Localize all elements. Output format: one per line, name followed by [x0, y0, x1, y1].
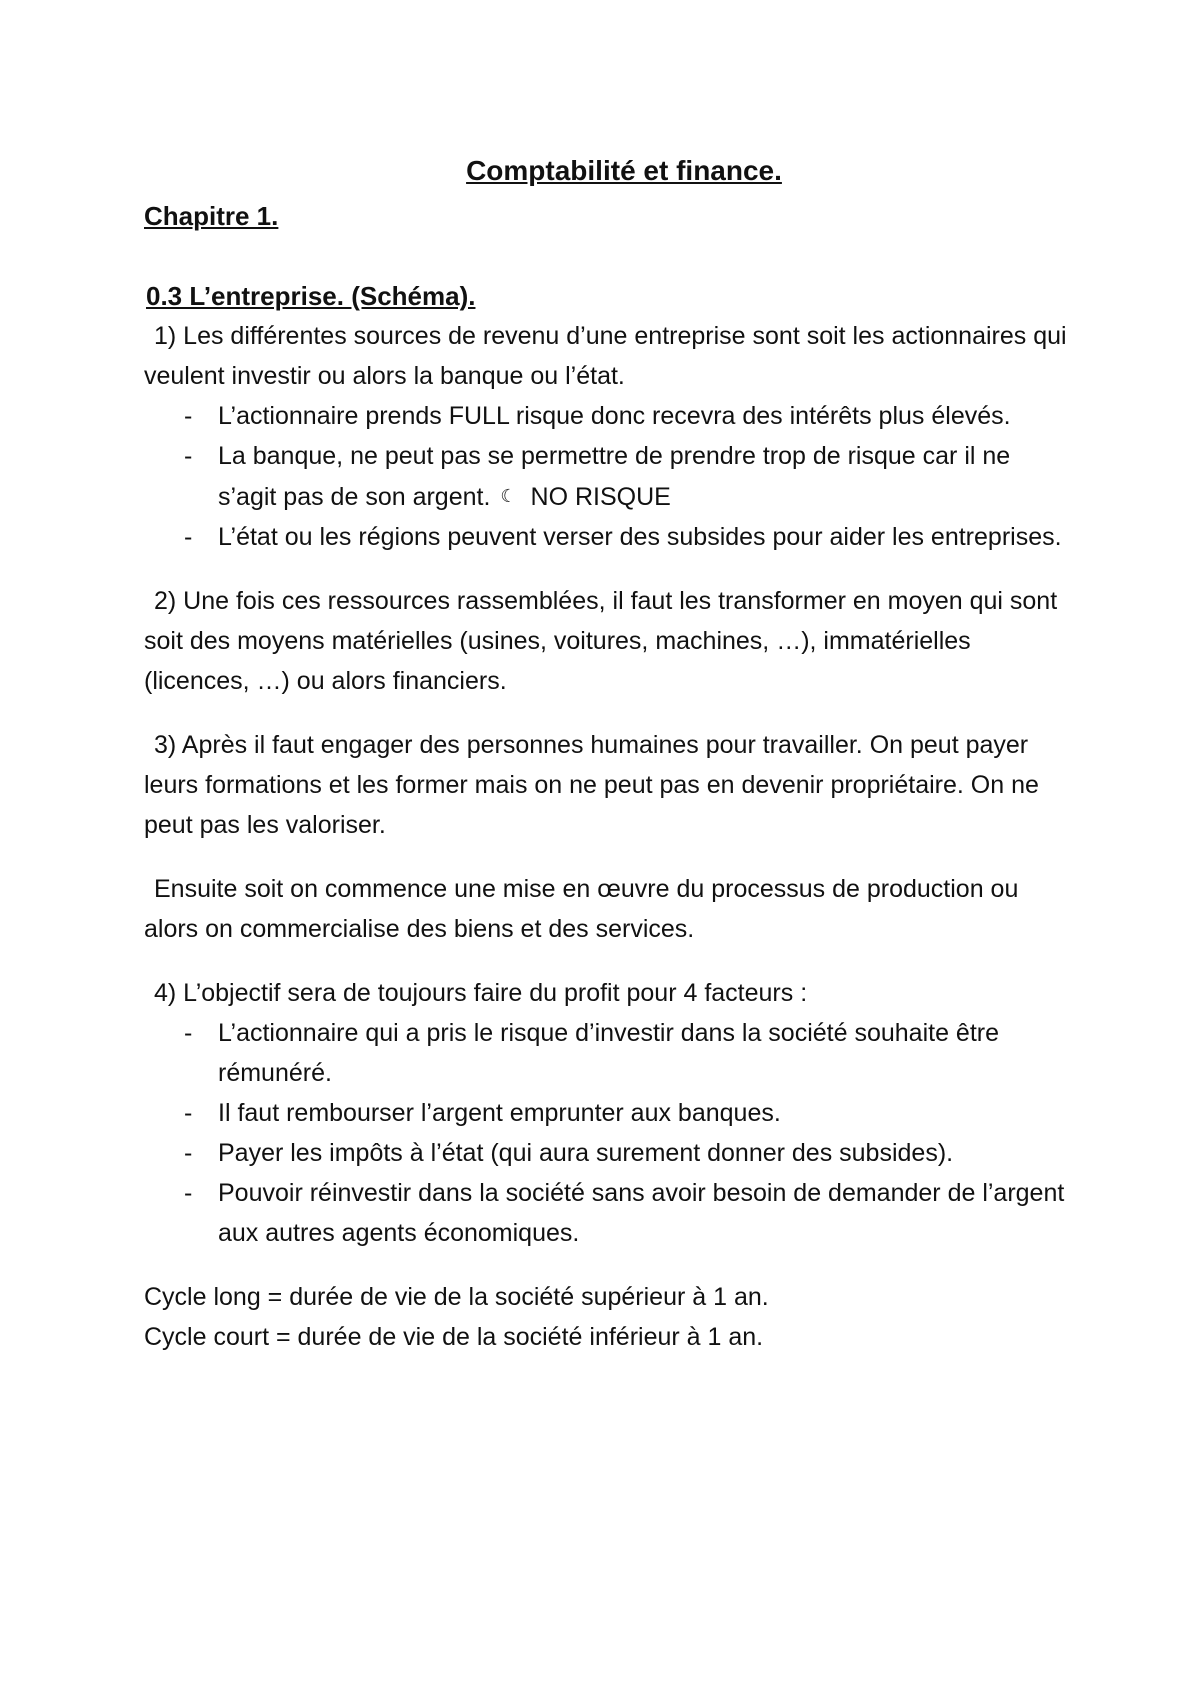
- bullet-dash: -: [184, 1099, 193, 1127]
- point-1-list: [144, 396, 1074, 557]
- point-4-list: [144, 1013, 1074, 1253]
- moon-icon: ☾: [500, 486, 517, 506]
- list-item-text: L’état ou les régions peuvent verser des subsides pour aider les entreprises.: [218, 523, 1062, 551]
- bullet-dash: -: [184, 1179, 193, 1207]
- list-item: [144, 517, 1074, 557]
- point-4-intro: 4) L’objectif sera de toujours faire du profit pour 4 facteurs :: [154, 979, 808, 1007]
- point-2-paragraph: 2) Une fois ces ressources rassemblées, il faut les transformer en moyen qui sont soit des moyens matérielles (usines, voitures, machines, …), immatérielles (licences, …) ou alors financiers.: [144, 587, 1058, 695]
- list-item: [144, 1133, 1074, 1173]
- document-body: [144, 148, 1074, 1357]
- point-3-paragraph: 3) Après il faut engager des personnes humaines pour travailler. On peut payer leurs formations et les former mais on ne peut pas en devenir propriétaire. On ne peut pas les valoriser.: [144, 731, 1039, 839]
- bullet-dash: -: [184, 1019, 193, 1047]
- list-item: [144, 1173, 1074, 1253]
- ensuite-paragraph: Ensuite soit on commence une mise en œuvre du processus de production ou alors on commercialise des biens et des services.: [144, 875, 1019, 943]
- point-1-intro: 1) Les différentes sources de revenu d’une entreprise sont soit les actionnaires qui veulent investir ou alors la banque ou l’état.: [144, 322, 1067, 390]
- document-title: Comptabilité et finance.: [466, 155, 782, 186]
- list-item-text: Payer les impôts à l’état (qui aura surement donner des subsides).: [218, 1139, 954, 1167]
- list-item-text: L’actionnaire prends FULL risque donc recevra des intérêts plus élevés.: [218, 402, 1011, 430]
- no-risk-label: NO RISQUE: [530, 483, 671, 511]
- cycle-court-line: Cycle court = durée de vie de la société inférieur à 1 an.: [144, 1323, 764, 1351]
- list-item-text: La banque, ne peut pas se permettre de prendre trop de risque car il ne s’agit pas de son argent.: [218, 442, 1011, 511]
- list-item: [144, 396, 1074, 436]
- list-item-text: L’actionnaire qui a pris le risque d’investir dans la société souhaite être rémunéré.: [218, 1019, 1000, 1087]
- cycle-long-line: Cycle long = durée de vie de la société supérieur à 1 an.: [144, 1283, 769, 1311]
- bullet-dash: -: [184, 1139, 193, 1167]
- chapter-heading: Chapitre 1.: [144, 201, 279, 231]
- bullet-dash: -: [184, 442, 193, 470]
- bullet-dash: -: [184, 402, 193, 430]
- list-item: [144, 436, 1074, 517]
- bullet-dash: -: [184, 523, 193, 551]
- list-item-text: Pouvoir réinvestir dans la société sans avoir besoin de demander de l’argent aux autres agents économiques.: [218, 1179, 1065, 1247]
- section-heading: 0.3 L’entreprise. (Schéma).: [146, 281, 476, 311]
- list-item: [144, 1093, 1074, 1133]
- list-item: [144, 1013, 1074, 1093]
- list-item-text: Il faut rembourser l’argent emprunter aux banques.: [218, 1099, 781, 1127]
